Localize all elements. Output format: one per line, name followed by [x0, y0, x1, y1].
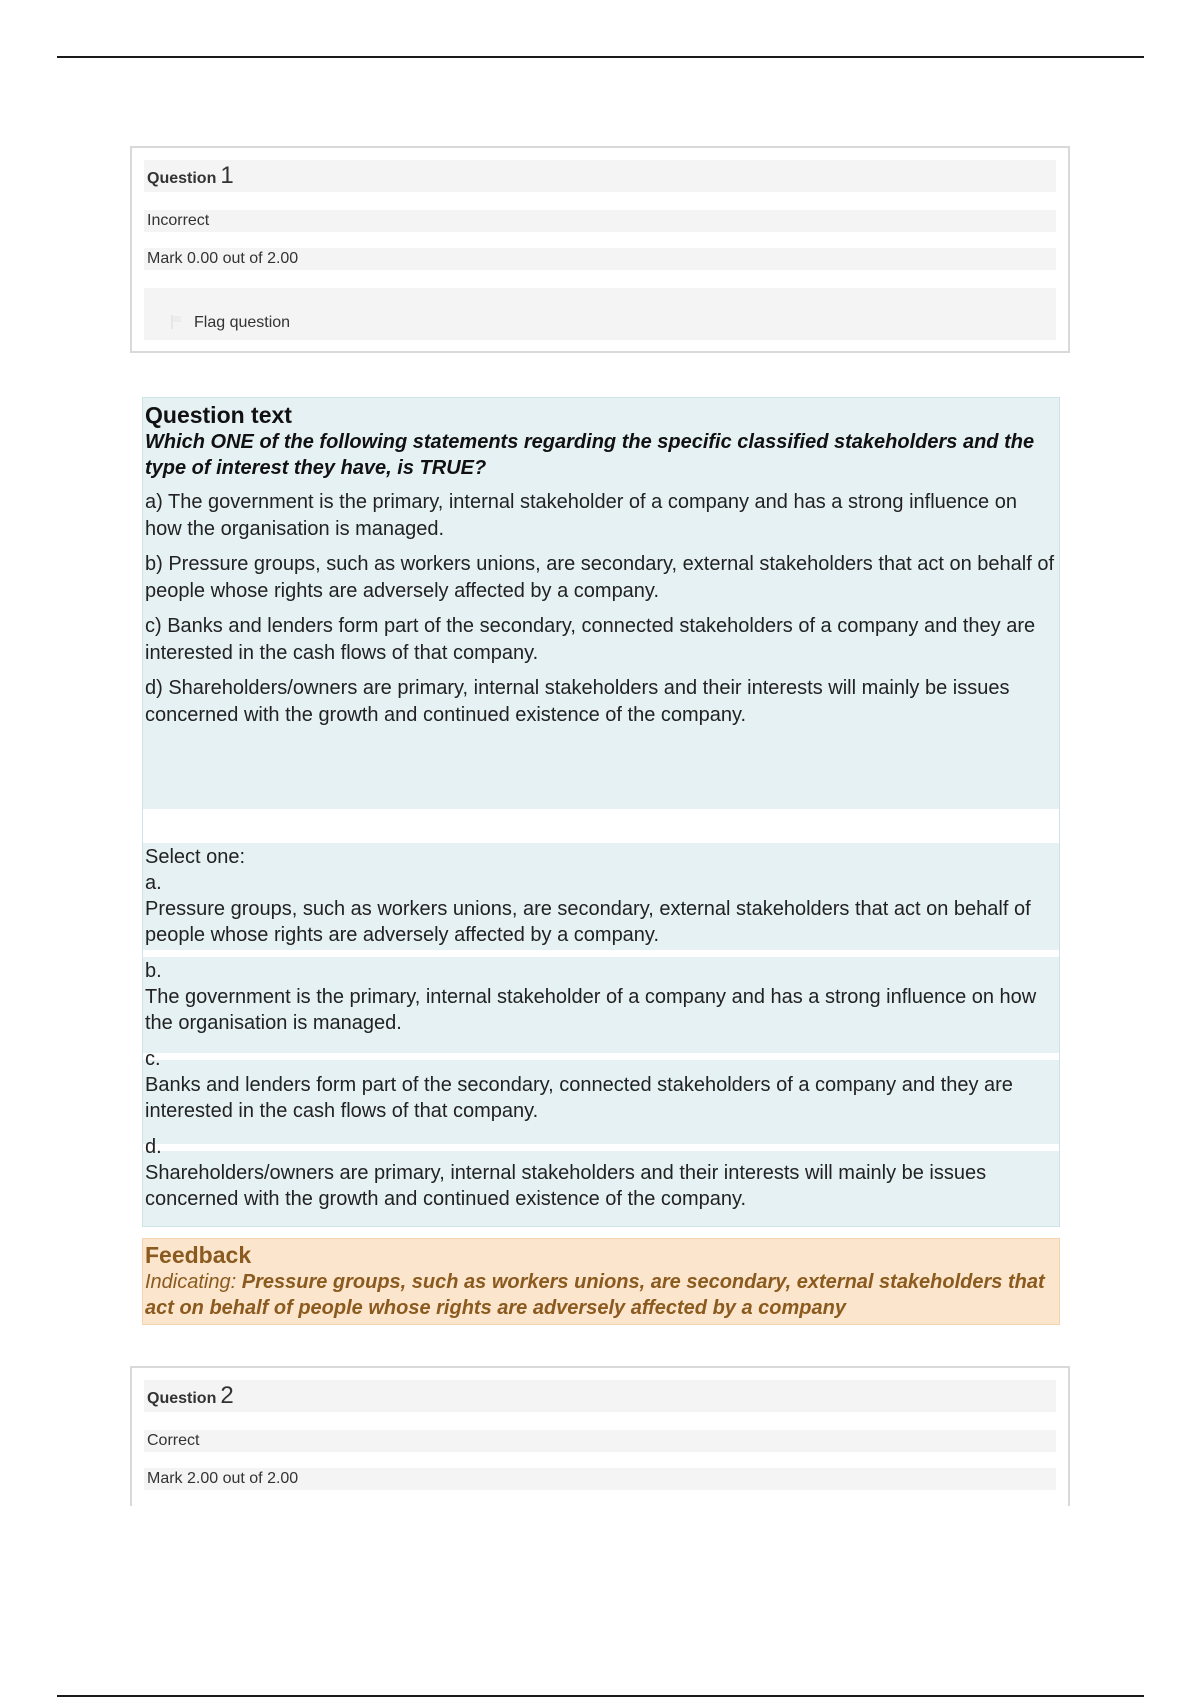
flag-question-button[interactable]: [144, 288, 1056, 340]
content-gap: [143, 809, 1059, 843]
feedback-indicating: Indicating:: [145, 1271, 237, 1293]
flag-question-label: Flag question: [194, 314, 291, 331]
question-content: [142, 397, 1060, 1227]
question-number: [144, 160, 1056, 192]
answer-option-a[interactable]: [145, 870, 1055, 948]
question-number: [144, 1380, 1056, 1412]
question-state: Incorrect: [144, 210, 1056, 232]
top-rule: [57, 56, 1144, 58]
answer-option-d[interactable]: [145, 1134, 1055, 1212]
option-letter: b.: [145, 960, 162, 982]
select-one-label: Select one:: [145, 846, 246, 868]
question-state: Correct: [144, 1430, 1056, 1452]
question-number-value: 1: [220, 162, 234, 189]
question-1-info: [130, 146, 1070, 353]
question-text-heading: Question text: [145, 402, 292, 428]
option-letter: d.: [145, 1136, 162, 1158]
answer-option-c[interactable]: [145, 1046, 1055, 1124]
option-text: Pressure groups, such as workers unions, are secondary, external stakeholders that act on behalf of people whose rights are adversely affected by a company.: [145, 898, 1031, 946]
question-label: Question: [147, 170, 217, 187]
question-text: [145, 398, 1055, 729]
question-number-value: 2: [220, 1382, 234, 1409]
feedback-answer: Pressure groups, such as workers unions, are secondary, external stakeholders that act on behalf of people whose rights are adversely affected by a company: [145, 1271, 1045, 1319]
question-prompt: Which ONE of the following statements regarding the specific classified stakeholders and the type of interest they have, is TRUE?: [145, 431, 1035, 479]
flag-icon: [170, 314, 184, 330]
bottom-rule: [57, 1695, 1144, 1697]
question-mark: Mark 2.00 out of 2.00: [144, 1468, 1056, 1490]
question-2-info: [130, 1366, 1070, 1506]
option-text: The government is the primary, internal stakeholder of a company and has a strong influence on how the organisation is managed.: [145, 986, 1037, 1034]
question-mark: Mark 0.00 out of 2.00: [144, 248, 1056, 270]
answer-options: [145, 844, 1055, 1222]
statement-d: d) Shareholders/owners are primary, internal stakeholders and their interests will mainly be issues concerned with the growth and continued existence of the company.: [145, 677, 1010, 726]
statement-b: b) Pressure groups, such as workers unions, are secondary, external stakeholders that act on behalf of people whose rights are adversely affected by a company.: [145, 553, 1055, 602]
feedback-heading: Feedback: [145, 1242, 252, 1268]
option-text: Shareholders/owners are primary, internal stakeholders and their interests will mainly be issues concerned with the growth and continued existence of the company.: [145, 1162, 987, 1210]
statement-a: a) The government is the primary, internal stakeholder of a company and has a strong influence on how the organisation is managed.: [145, 491, 1017, 540]
feedback-text: [145, 1269, 1057, 1321]
option-letter: a.: [145, 872, 162, 894]
option-text: Banks and lenders form part of the secondary, connected stakeholders of a company and they are interested in the cash flows of that company.: [145, 1074, 1013, 1122]
option-letter: c.: [145, 1048, 161, 1070]
statement-c: c) Banks and lenders form part of the secondary, connected stakeholders of a company and they are interested in the cash flows of that company.: [145, 615, 1036, 664]
answer-option-b[interactable]: [145, 958, 1055, 1036]
question-label: Question: [147, 1390, 217, 1407]
feedback-panel: [142, 1238, 1060, 1325]
